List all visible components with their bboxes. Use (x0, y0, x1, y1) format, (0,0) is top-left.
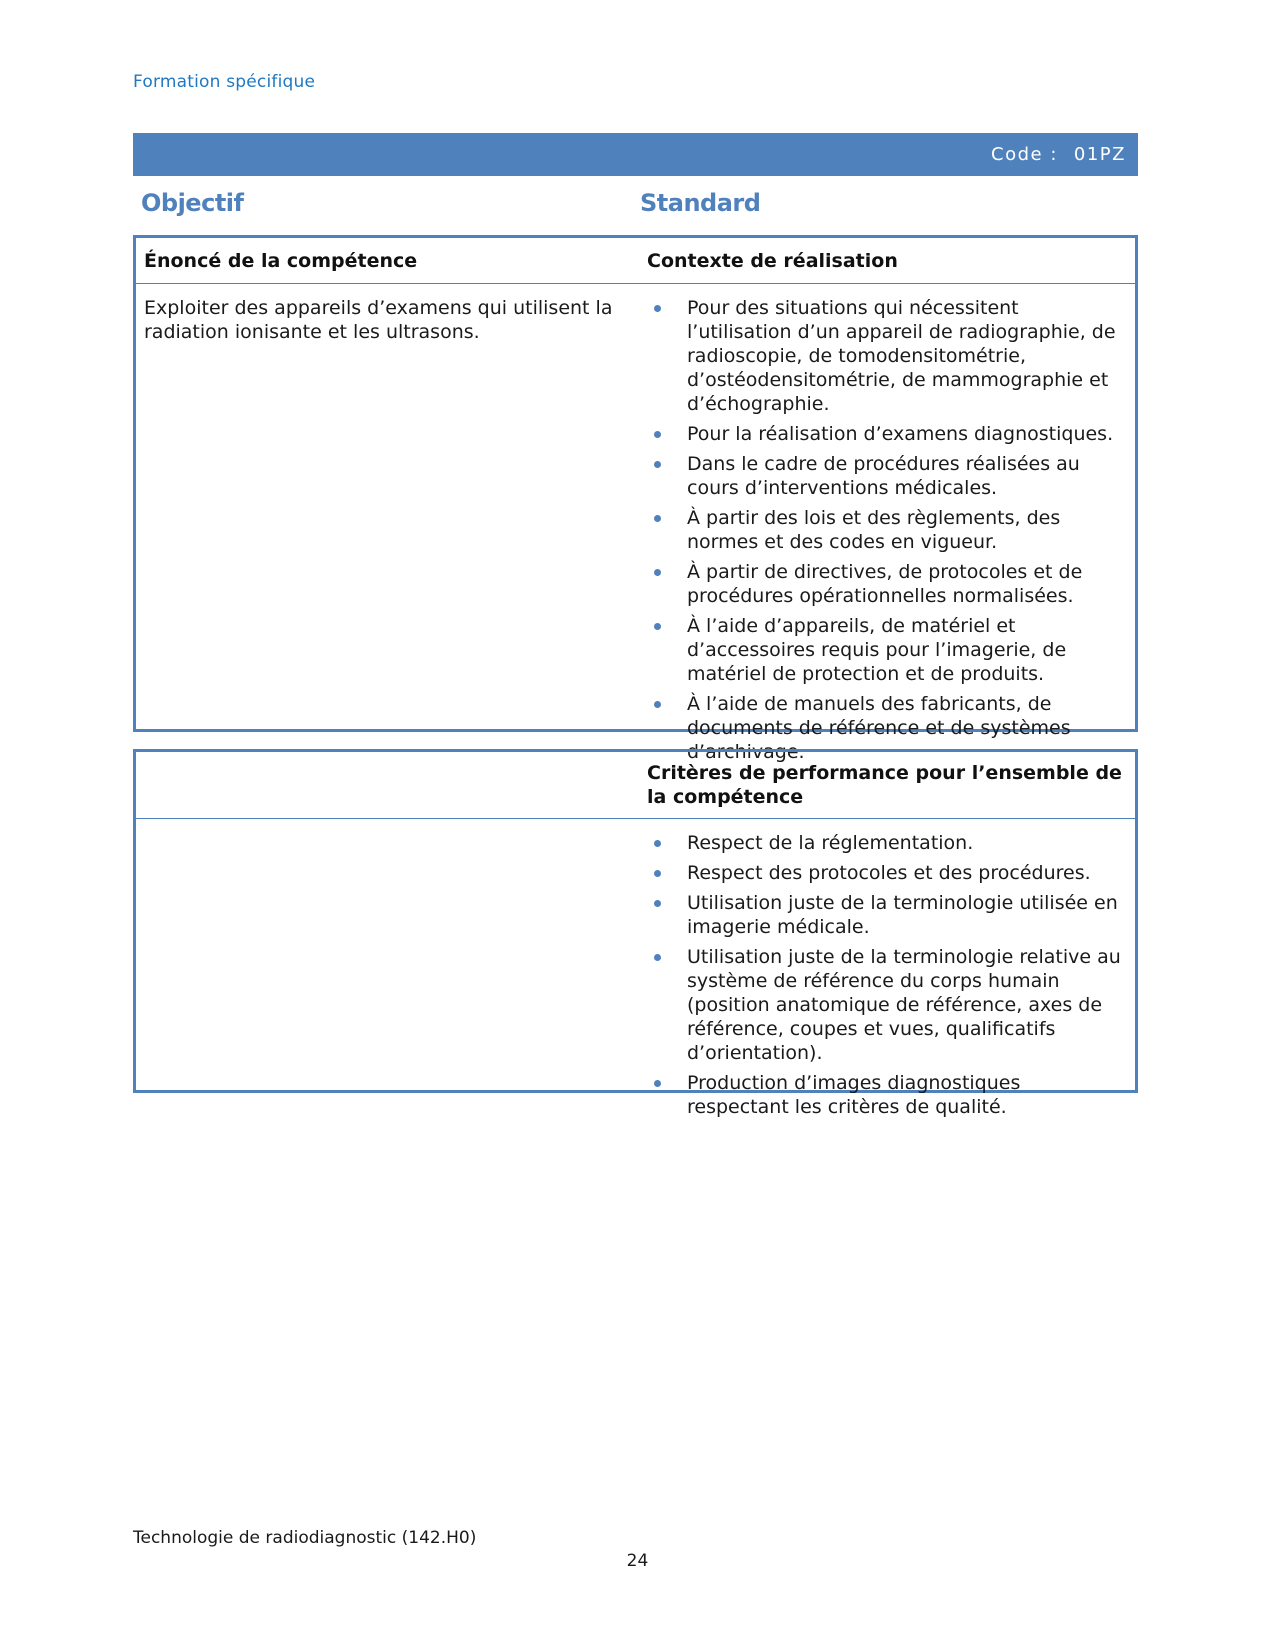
performance-list-container (639, 831, 1135, 1125)
list-item (647, 891, 1125, 939)
list-item (647, 831, 1125, 855)
bullet-icon (654, 461, 661, 468)
list-item-text: À l’aide d’appareils, de matériel et d’accessoires requis pour l’imagerie, de matériel de protection et de produits. (687, 615, 1067, 685)
bullet-icon (654, 840, 661, 847)
list-item-text: Dans le cadre de procédures réalisées au cours d’interventions médicales. (687, 453, 1080, 499)
list-item-text: Respect des protocoles et des procédures. (687, 862, 1091, 884)
code-label: Code : (991, 144, 1058, 165)
performance-box (133, 749, 1138, 1118)
bullet-icon (654, 954, 661, 961)
bullet-icon (654, 1080, 661, 1087)
competence-statement: Exploiter des appareils d’examens qui utilisent la radiation ionisante et les ultrasons. (144, 297, 613, 343)
bullet-icon (654, 900, 661, 907)
list-item-text: À partir des lois et des règlements, des normes et des codes en vigueur. (687, 507, 1061, 553)
section-title-standard: Standard (640, 189, 761, 217)
list-item-text: À l’aide de manuels des fabricants, de documents de référence et de systèmes d’archivage. (687, 693, 1071, 763)
bullet-icon (654, 569, 661, 576)
list-item-text: Utilisation juste de la terminologie utilisée en imagerie médicale. (687, 892, 1118, 938)
section-title-objectif: Objectif (141, 189, 244, 217)
bullet-icon (654, 623, 661, 630)
list-item-text: Utilisation juste de la terminologie relative au système de référence du corps humain (position anatomique de référence, axes de référence, coupes et vues, qualificatifs d’orientation). (687, 946, 1121, 1064)
list-item-text: Production d’images diagnostiques respectant les critères de qualité. (687, 1072, 1021, 1118)
context-list-container (639, 296, 1135, 770)
list-item (647, 614, 1125, 686)
performance-list (647, 831, 1125, 1119)
list-item (647, 861, 1125, 885)
performance-left-empty (136, 831, 639, 1125)
competence-box-header (136, 238, 1135, 284)
list-item (647, 422, 1125, 446)
list-item-text: Pour la réalisation d’examens diagnostiques. (687, 423, 1114, 445)
competence-box-body (136, 284, 1135, 770)
list-item (647, 296, 1125, 416)
running-header: Formation spécifique (133, 72, 316, 92)
list-item (647, 452, 1125, 500)
performance-heading: Critères de performance pour l’ensemble de la compétence (647, 762, 1122, 808)
bullet-icon (654, 701, 661, 708)
context-list (647, 296, 1125, 764)
code-value: 01PZ (1073, 144, 1126, 165)
performance-box-body (136, 819, 1135, 1125)
list-item (647, 560, 1125, 608)
bullet-icon (654, 305, 661, 312)
footer-program-title: Technologie de radiodiagnostic (142.H0) (133, 1528, 477, 1548)
bullet-icon (654, 515, 661, 522)
statement-heading: Énoncé de la compétence (144, 249, 418, 272)
competence-box (133, 235, 1138, 763)
list-item-text: À partir de directives, de protocoles et de procédures opérationnelles normalisées. (687, 561, 1083, 607)
page-number: 24 (626, 1551, 649, 1571)
context-heading: Contexte de réalisation (647, 249, 898, 272)
performance-box-header (136, 752, 1135, 819)
list-item (647, 506, 1125, 554)
bullet-icon (654, 870, 661, 877)
bullet-icon (654, 431, 661, 438)
list-item-text: Pour des situations qui nécessitent l’utilisation d’un appareil de radiographie, de radioscopie, de tomodensitométrie, d’ostéodensitométrie, de mammographie et d’échographie. (687, 297, 1116, 415)
list-item (647, 1071, 1125, 1119)
list-item (647, 945, 1125, 1065)
list-item-text: Respect de la réglementation. (687, 832, 974, 854)
code-band (133, 133, 1138, 176)
